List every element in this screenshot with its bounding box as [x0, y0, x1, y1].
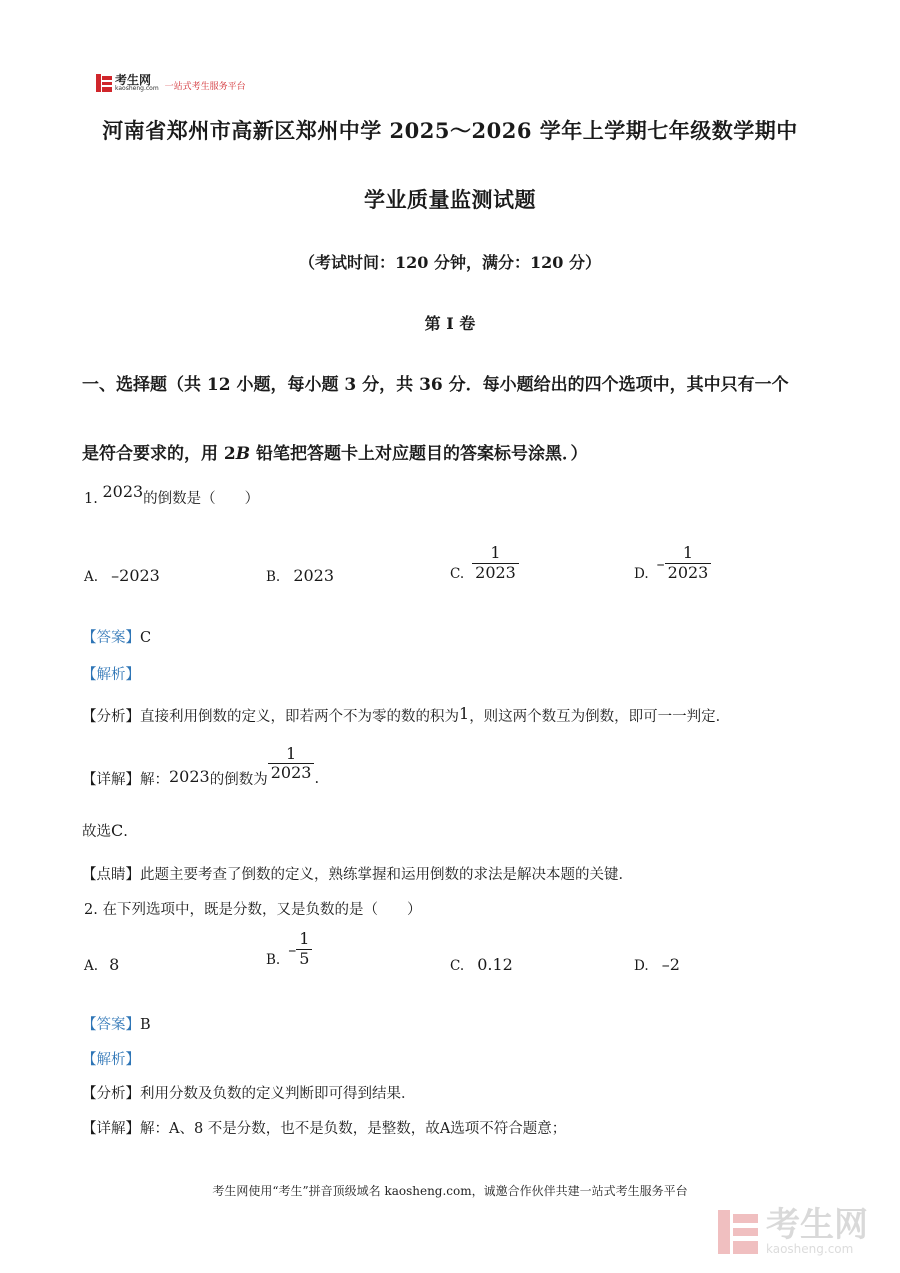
option-letter: B.: [266, 569, 281, 585]
q2-analysis-tag: [82, 1048, 140, 1069]
q2-option-c[interactable]: [450, 955, 513, 974]
page-footer: 考生网使用“考生”拼音顶级域名 kaosheng.com，诚邀合作伙伴共建一站式考生服务平台: [212, 1184, 688, 1198]
fraction-numerator: 1: [285, 743, 297, 763]
fenxi-text: 利用分数及负数的定义判断即可得到结果．: [140, 1086, 416, 1102]
q1-choose: [82, 820, 128, 841]
heading-part-c: 铅笔把答题卡上对应题目的答案标号涂黑．）: [250, 444, 588, 464]
option-letter: D.: [634, 958, 649, 974]
fraction-denominator: 2023: [268, 763, 315, 782]
detail-fraction: [268, 745, 315, 783]
fraction-denominator: 5: [296, 949, 312, 968]
heading-part-a: 是符合要求的，用 2: [82, 444, 236, 464]
q1-answer: [82, 626, 151, 647]
comment-text: 此题主要考查了倒数的定义，熟练掌握和运用倒数的求法是解决本题的关键．: [140, 867, 633, 883]
q2-fenxi: [82, 1082, 416, 1103]
q1-option-a[interactable]: [84, 566, 160, 585]
q1-option-d[interactable]: [634, 544, 711, 582]
q2-option-d[interactable]: [634, 955, 680, 974]
stem-text: 的倒数是（ ）: [143, 491, 260, 507]
question-number: 1.: [84, 491, 98, 507]
watermark-logo-icon: [718, 1210, 758, 1254]
option-fraction: [296, 930, 312, 968]
q1-analysis-tag: [82, 663, 140, 684]
detail-text: 解：: [140, 772, 169, 788]
exam-info: （考试时间：120 分钟，满分：120 分）: [299, 253, 601, 272]
question-number: 2.: [84, 902, 98, 918]
option-fraction: [665, 544, 712, 582]
option-sign: –: [288, 939, 297, 959]
watermark: [718, 1205, 868, 1256]
comment-tag: 【点睛】: [82, 867, 140, 883]
brand-logo[interactable]: [96, 72, 246, 94]
watermark-domain: kaosheng.com: [766, 1242, 854, 1256]
page-title-line2: 学业质量监测试题: [364, 187, 536, 212]
analysis-tag: 【解析】: [82, 667, 140, 683]
q1-comment: [82, 863, 633, 884]
option-letter: A.: [84, 569, 99, 585]
choose-text: 故选: [82, 824, 111, 840]
q1-option-b[interactable]: [266, 566, 334, 585]
watermark-name: 考生网: [766, 1205, 868, 1245]
choose-end: .: [123, 824, 128, 840]
volume-label: 第 I 卷: [424, 314, 476, 333]
option-letter: A.: [84, 958, 99, 974]
stem-value: 2023: [102, 482, 144, 501]
choose-letter: C: [111, 821, 124, 840]
answer-value: C: [140, 630, 152, 646]
answer-tag: 【答案】: [82, 630, 140, 646]
q2-answer: [82, 1013, 151, 1034]
answer-tag: 【答案】: [82, 1017, 140, 1033]
detail-letter: A: [439, 1121, 451, 1137]
question-2-stem: [84, 898, 421, 919]
kaosheng-logo-icon: [96, 74, 112, 92]
option-value: –2: [661, 955, 680, 974]
logo-domain: kaosheng.com: [115, 85, 159, 92]
option-value: 8: [109, 955, 120, 974]
option-letter: C.: [450, 958, 465, 974]
option-sign: –: [656, 553, 665, 573]
fraction-numerator: 1: [299, 929, 310, 949]
q2-option-a[interactable]: [84, 955, 119, 974]
section-heading-line1: 一、选择题（共 12 小题，每小题 3 分，共 36 分．每小题给出的四个选项中，其中只有一个: [82, 375, 789, 395]
option-letter: D.: [634, 566, 649, 582]
question-1-stem: [84, 482, 260, 508]
detail-value: 2023: [169, 767, 210, 786]
fraction-denominator: 2023: [472, 563, 519, 582]
fenxi-one: 1: [459, 704, 470, 723]
fenxi-tag: 【分析】: [82, 1086, 140, 1102]
logo-slogan: 一站式考生服务平台: [164, 81, 246, 92]
fenxi-text: 直接利用倒数的定义，即若两个不为零的数的积为: [140, 709, 459, 725]
section-heading-line2: [82, 439, 588, 464]
heading-part-b: B: [235, 444, 251, 464]
option-value: –2023: [111, 566, 160, 585]
detail-text-2: 选项不符合题意；: [450, 1121, 567, 1137]
page-title-line1: 河南省郑州市高新区郑州中学 2025～2026 学年上学期七年级数学期中: [102, 118, 798, 143]
detail-end: .: [314, 770, 320, 787]
fenxi-text-2: ，则这两个数互为倒数，即可一一判定．: [469, 709, 731, 725]
option-value: 2023: [293, 566, 335, 585]
option-letter: B.: [266, 952, 281, 968]
analysis-tag: 【解析】: [82, 1052, 140, 1068]
fenxi-tag: 【分析】: [82, 709, 140, 725]
answer-value: B: [140, 1017, 151, 1033]
detail-tag: 【详解】: [82, 1121, 140, 1137]
fraction-denominator: 2023: [665, 563, 712, 582]
stem-text: 在下列选项中，既是分数，又是负数的是（ ）: [102, 902, 422, 918]
fraction-numerator: 1: [490, 543, 501, 563]
q1-fenxi: [82, 705, 730, 726]
q2-detail: [82, 1117, 566, 1138]
detail-text: 解：A、8 不是分数，也不是负数，是整数，故: [140, 1121, 440, 1137]
q1-detail: [82, 738, 319, 789]
option-value: 0.12: [477, 955, 513, 974]
detail-text-2: 的倒数为: [209, 772, 268, 788]
q1-option-c[interactable]: [450, 544, 519, 582]
detail-tag: 【详解】: [82, 772, 140, 788]
option-fraction: [472, 544, 519, 582]
option-letter: C.: [450, 566, 465, 582]
q2-option-b[interactable]: [266, 930, 312, 968]
logo-name: 考生网: [115, 73, 152, 87]
fraction-numerator: 1: [682, 543, 694, 563]
